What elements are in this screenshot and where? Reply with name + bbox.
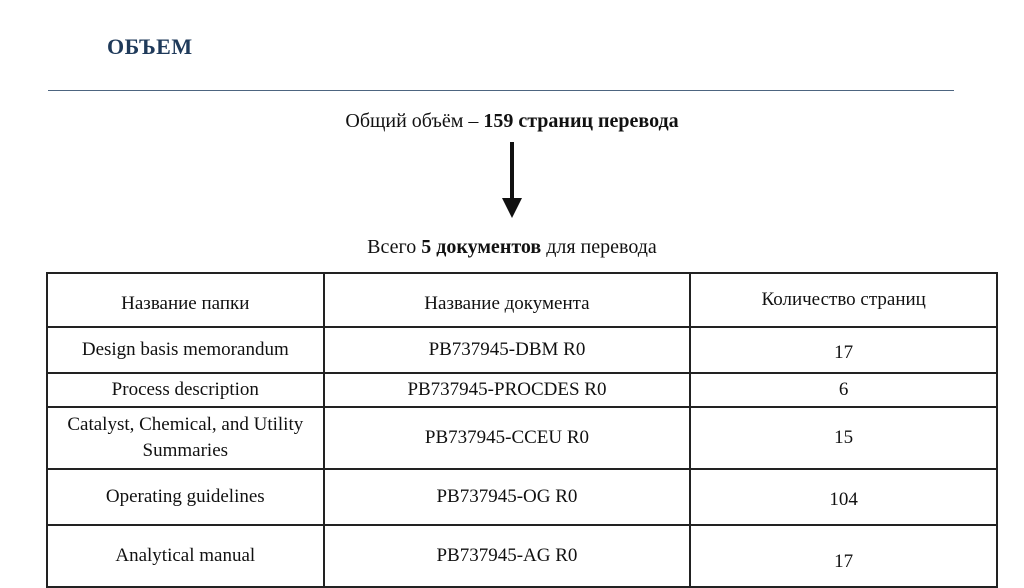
total-volume-line xyxy=(0,110,1024,133)
folder-name-cell: Catalyst, Chemical, and Utility Summaries xyxy=(47,407,324,469)
document-count-prefix: Всего xyxy=(367,236,422,258)
header-page-count: Количество страниц xyxy=(690,273,997,327)
total-volume-value: 159 страниц перевода xyxy=(483,110,679,132)
table-row xyxy=(47,469,997,525)
document-name-cell: PB737945-PROCDES R0 xyxy=(324,373,691,407)
title-divider xyxy=(48,90,954,91)
page-count-cell: 15 xyxy=(690,407,997,469)
document-name-cell: PB737945-DBM R0 xyxy=(324,327,691,373)
page-count-cell: 104 xyxy=(690,469,997,525)
folder-name-cell: Analytical manual xyxy=(47,525,324,587)
document-name-cell: PB737945-OG R0 xyxy=(324,469,691,525)
table-row xyxy=(47,407,997,469)
page-count-cell: 17 xyxy=(690,327,997,373)
page-count-cell: 17 xyxy=(690,525,997,587)
folder-name-cell: Process description xyxy=(47,373,324,407)
total-volume-prefix: Общий объём – xyxy=(345,110,484,132)
table-row xyxy=(47,373,997,407)
document-name-cell: PB737945-CCEU R0 xyxy=(324,407,691,469)
document-count-line xyxy=(0,236,1024,259)
folder-name-cell: Operating guidelines xyxy=(47,469,324,525)
arrow-down-icon xyxy=(501,142,523,218)
header-document-name: Название документа xyxy=(324,273,691,327)
table-row xyxy=(47,525,997,587)
slide-title: ОБЪЕМ xyxy=(107,34,193,59)
table-row xyxy=(47,327,997,373)
table-header-row xyxy=(47,273,997,327)
document-name-cell: PB737945-AG R0 xyxy=(324,525,691,587)
document-count-suffix: для перевода xyxy=(541,236,657,258)
header-folder-name: Название папки xyxy=(47,273,324,327)
page-count-cell: 6 xyxy=(690,373,997,407)
document-count-value: 5 документов xyxy=(421,236,542,258)
documents-table xyxy=(46,272,998,588)
folder-name-cell: Design basis memorandum xyxy=(47,327,324,373)
